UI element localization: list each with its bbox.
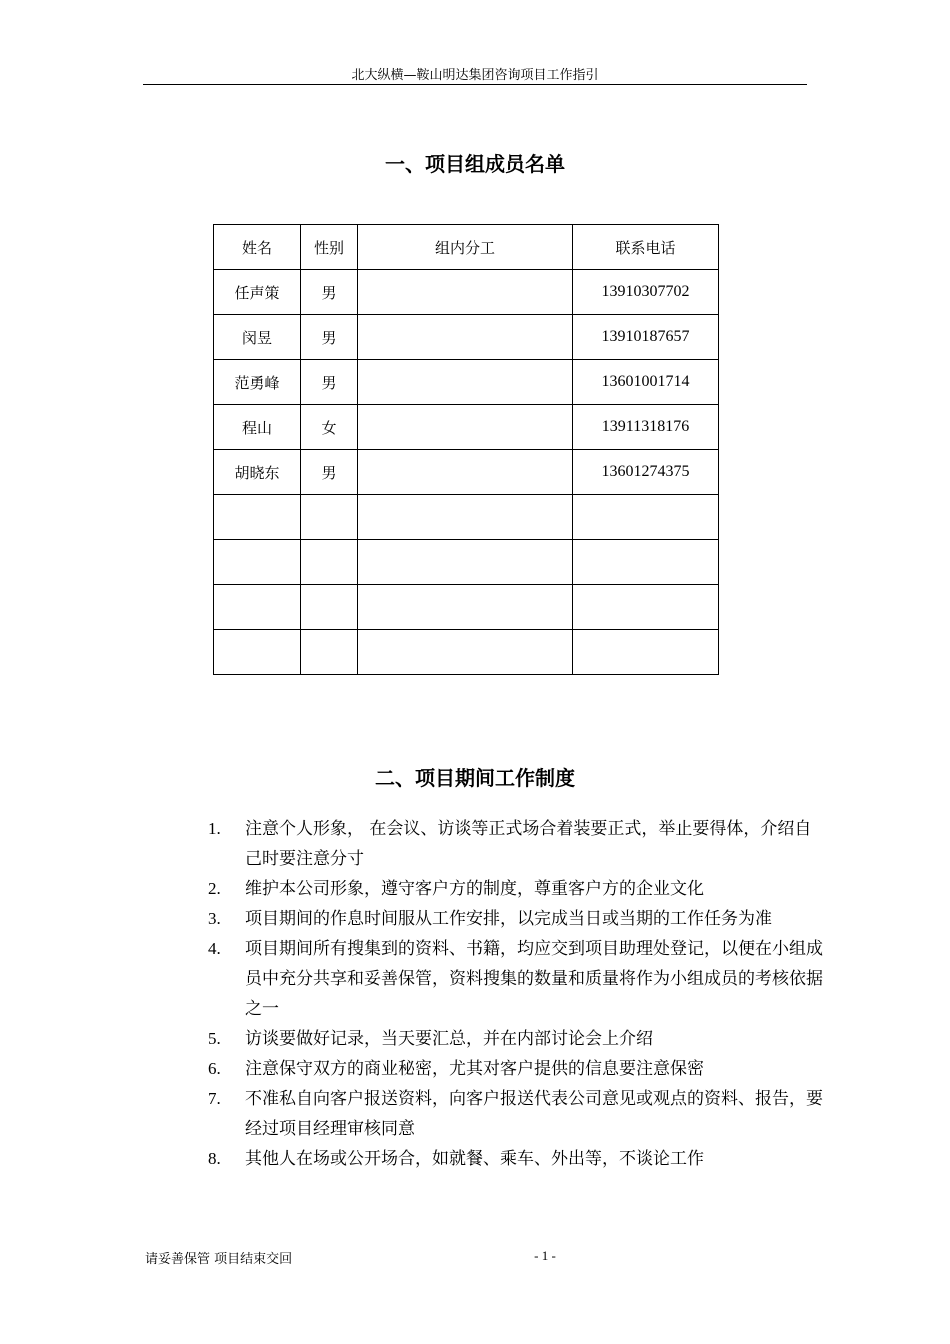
member-name: 程山 [214, 405, 301, 450]
member-table [213, 224, 719, 675]
item-text: 项目期间的作息时间服从工作安排，以完成当日或当期的工作任务为准 [245, 909, 772, 929]
table-header-row [214, 225, 719, 270]
list-item [208, 814, 828, 874]
member-role [358, 315, 573, 360]
item-text: 项目期间所有搜集到的资料、书籍，均应交到项目助理处登记，以便在小组成员中充分共享和妥善保管，资料搜集的数量和质量将作为小组成员的考核依据之一 [245, 939, 823, 1019]
footer-note: 请妥善保管 项目结束交回 [145, 1252, 293, 1267]
table-row-empty [214, 495, 719, 540]
list-item [208, 1144, 828, 1174]
member-name [214, 630, 301, 675]
item-number: 2. [208, 879, 221, 898]
table-row [214, 315, 719, 360]
member-phone [573, 495, 719, 540]
member-name: 闵昱 [214, 315, 301, 360]
column-header: 组内分工 [358, 225, 573, 270]
member-gender: 男 [301, 450, 358, 495]
page-number: - 1 - [534, 1248, 556, 1263]
member-gender: 男 [301, 315, 358, 360]
list-item [208, 874, 828, 904]
list-item [208, 1024, 828, 1054]
member-gender [301, 540, 358, 585]
member-phone [573, 540, 719, 585]
column-header: 姓名 [214, 225, 301, 270]
member-phone [573, 585, 719, 630]
table-row-empty [214, 540, 719, 585]
member-name [214, 495, 301, 540]
table-row [214, 270, 719, 315]
member-phone: 13910307702 [573, 270, 719, 315]
member-name [214, 540, 301, 585]
rules-list [208, 814, 828, 1174]
member-role [358, 585, 573, 630]
item-number: 1. [208, 819, 221, 838]
member-role [358, 270, 573, 315]
section-title-rules: 二、项目期间工作制度 [375, 766, 575, 790]
member-gender [301, 495, 358, 540]
member-role [358, 630, 573, 675]
member-name: 范勇峰 [214, 360, 301, 405]
item-text: 维护本公司形象，遵守客户方的制度，尊重客户方的企业文化 [245, 879, 704, 899]
member-gender [301, 630, 358, 675]
running-header: 北大纵横—鞍山明达集团咨询项目工作指引 [351, 68, 599, 83]
member-role [358, 540, 573, 585]
member-role [358, 450, 573, 495]
table-row-empty [214, 630, 719, 675]
item-number: 8. [208, 1149, 221, 1168]
member-role [358, 495, 573, 540]
member-name: 任声策 [214, 270, 301, 315]
table-row-empty [214, 585, 719, 630]
member-gender: 女 [301, 405, 358, 450]
list-item [208, 1084, 828, 1144]
member-role [358, 405, 573, 450]
item-text: 不准私自向客户报送资料，向客户报送代表公司意见或观点的资料、报告，要经过项目经理审核同意 [245, 1089, 823, 1139]
section-title-members: 一、项目组成员名单 [385, 152, 565, 176]
item-number: 5. [208, 1029, 221, 1048]
member-phone: 13601274375 [573, 450, 719, 495]
item-text: 访谈要做好记录，当天要汇总，并在内部讨论会上介绍 [245, 1029, 653, 1049]
item-number: 6. [208, 1059, 221, 1078]
member-phone [573, 630, 719, 675]
member-name [214, 585, 301, 630]
member-phone: 13910187657 [573, 315, 719, 360]
column-header: 性别 [301, 225, 358, 270]
item-number: 4. [208, 939, 221, 958]
list-item [208, 904, 828, 934]
member-gender: 男 [301, 360, 358, 405]
table-row [214, 360, 719, 405]
member-gender: 男 [301, 270, 358, 315]
item-number: 7. [208, 1089, 221, 1108]
item-number: 3. [208, 909, 221, 928]
table-row [214, 405, 719, 450]
item-text: 注意保守双方的商业秘密，尤其对客户提供的信息要注意保密 [245, 1059, 704, 1079]
header-rule [143, 84, 807, 85]
member-phone: 13601001714 [573, 360, 719, 405]
item-text: 注意个人形象， 在会议、访谈等正式场合着装要正式，举止要得体，介绍自己时要注意分寸 [245, 819, 812, 869]
member-role [358, 360, 573, 405]
column-header: 联系电话 [573, 225, 719, 270]
member-gender [301, 585, 358, 630]
table-row [214, 450, 719, 495]
list-item [208, 1054, 828, 1084]
member-name: 胡晓东 [214, 450, 301, 495]
item-text: 其他人在场或公开场合，如就餐、乘车、外出等，不谈论工作 [245, 1149, 704, 1169]
member-phone: 13911318176 [573, 405, 719, 450]
list-item [208, 934, 828, 1024]
